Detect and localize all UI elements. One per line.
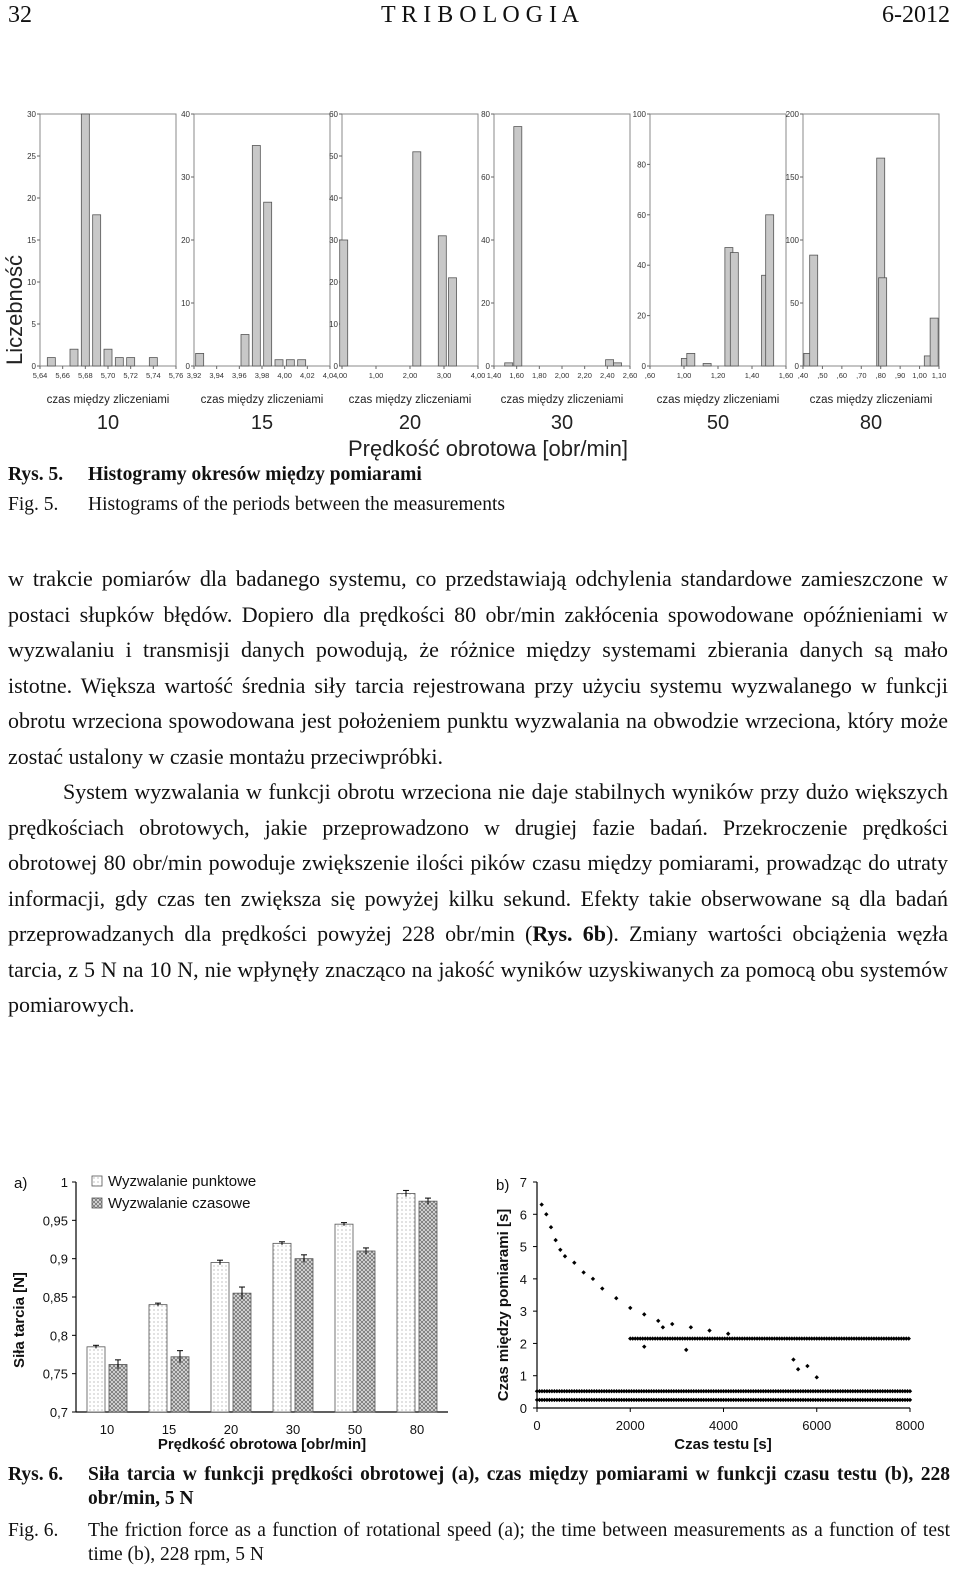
y-tick-label: 6 [519,1207,527,1223]
histogram-panel-30 [481,110,637,434]
journal-title: T R I B O L O G I A [381,2,579,28]
y-tick-label: 15 [27,236,36,245]
x-tick-label: 1,40 [744,371,760,380]
scatter-point [628,1306,632,1310]
scatter-point [563,1254,567,1258]
x-tick-label: 3,92 [186,371,202,380]
x-tick-label: 4,04 [322,371,338,380]
histogram-sub-x-label: czas między zliczeniami [809,394,933,406]
histogram-speed-label: 15 [250,412,274,434]
scatter-point [549,1225,553,1229]
scatter-point [581,1270,585,1274]
scatter-point [661,1325,665,1329]
y-tick-label: 60 [481,173,490,182]
figure-6b-reference: Rys. 6b [532,921,606,946]
fig6b-y-label: Czas między pomiarami [s] [495,1208,512,1402]
x-tick-label: 4,02 [300,371,315,380]
x-tick-label: ,40 [797,371,809,380]
scatter-point [656,1319,660,1323]
x-tick-label: ,50 [817,371,828,380]
x-tick-label: 1,60 [778,371,794,380]
histogram-speed-label: 10 [96,412,120,434]
fig5-caption-en: Histograms of the periods between the measurements [88,494,505,515]
body-text [8,561,948,1023]
x-tick-label: 3,96 [232,371,247,380]
scatter-point [689,1325,693,1329]
x-tick-label: 5,76 [168,371,184,380]
histogram-speed-label: 80 [859,412,883,434]
fig6b-x-label: Czas testu [s] [674,1436,772,1453]
x-tick-label: 1,20 [710,371,726,380]
x-tick-label: 5,64 [32,371,48,380]
histogram-bar [930,318,938,366]
histogram-bar [275,360,283,366]
y-tick-label: 0 [485,362,490,371]
histogram-bar [505,363,513,366]
histogram-panel-80 [786,110,947,434]
histogram-plot-area [342,114,478,366]
fig5-caption-pl: Histogramy okresów między pomiarami [88,464,422,485]
scatter-point [908,1398,912,1402]
y-tick-label: 5 [519,1239,527,1255]
y-tick-label: 40 [481,236,490,245]
y-tick-label: 4 [519,1271,527,1287]
scatter-point [642,1312,646,1316]
y-tick-label: 20 [481,299,490,308]
x-tick-label: 1,00 [912,371,927,380]
y-tick-label: 30 [181,173,190,182]
y-tick-label: 0,7 [49,1405,68,1420]
fig6a-x-label: Prędkość obrotowa [obr/min] [157,1436,367,1453]
histogram-panel-15 [181,110,337,434]
histogram-bar [115,358,123,366]
scatter-point [908,1389,912,1393]
fig6a-bar [357,1251,375,1412]
histogram-panel-50 [633,110,794,434]
y-tick-label: 1 [519,1368,527,1384]
histogram-bar [70,349,78,366]
fig6a-panel-label: a) [14,1175,28,1192]
scatter-point [591,1277,595,1281]
histogram-sub-x-label: czas między zliczeniami [656,394,780,406]
fig6a-bar [87,1347,105,1412]
histogram-y-label: Liczebność [2,254,27,366]
y-tick-label: 40 [329,194,338,203]
paragraph-1: w trakcie pomiarów dla badanego systemu, co przedstawiają odchylenia standardowe zamieszczone w postaci słupków błędów. Dopiero dla prędkości 80 obr/min zakłócenia spowodowane opóźnieniami w wyzwalaniu i transmisji danych powodują, że różnice między systemami zbierania danych są mało istotne. Większa wartość średnia siły tarcia rejestrowana przy użyciu systemu wyzwalanego w funkcji obrotu wrzeciona spowodowana jest położeniem punktu wyzwalania na obwodzie wrzeciona, który może zostać ustalony w czasie montażu przeciwpróbki. [8,566,948,769]
x-tick-label: 1,00 [676,371,692,380]
y-tick-label: 0,9 [49,1251,68,1267]
x-tick-label: 1,40 [486,371,502,380]
histogram-sub-x-label: czas między zliczeniami [348,394,472,406]
figure-6b-scatter-chart [480,1160,955,1455]
legend-entry: Wyzwalanie czasowe [108,1195,251,1212]
y-tick-label: 5 [31,320,36,329]
x-tick-label: 30 [285,1422,301,1437]
y-tick-label: 80 [481,110,490,119]
x-tick-label: 1,60 [509,371,524,380]
x-tick-label: 5,72 [123,371,138,380]
y-tick-label: 0,85 [42,1290,68,1305]
histogram-bar [47,358,55,366]
x-tick-label: 3,00 [436,371,452,380]
y-tick-label: 60 [637,210,646,220]
x-tick-label: 4000 [709,1418,738,1433]
x-tick-label: 80 [409,1422,425,1437]
histogram-sub-x-label: czas między zliczeniami [46,394,170,406]
fig6a-y-label: Siła tarcia [N] [11,1272,28,1368]
x-tick-label: 50 [347,1422,363,1437]
fig6a-bar [397,1194,415,1413]
histogram-bar [286,360,294,366]
x-tick-label: 4,00 [470,371,486,380]
scatter-point [805,1364,809,1368]
scatter-point [614,1296,618,1300]
histogram-bar [127,358,135,366]
scatter-point [670,1322,674,1326]
histogram-bar [687,353,695,366]
histogram-plot-area [194,114,330,366]
histogram-bar [766,215,774,366]
histogram-bar [81,114,89,366]
fig6a-bar [233,1293,251,1412]
x-tick-label: 5,68 [78,371,93,380]
scatter-point [539,1202,543,1206]
fig6b-points [535,1202,912,1402]
fig5-caption-pl-label: Rys. 5. [8,464,64,485]
y-tick-label: 0 [31,362,36,371]
y-tick-label: 50 [329,152,338,161]
y-tick-label: 0,75 [42,1366,68,1382]
y-tick-label: 0 [519,1401,527,1416]
y-tick-label: 30 [27,110,36,119]
y-tick-label: 20 [181,236,190,245]
y-tick-label: 60 [329,110,338,119]
histogram-bar [730,253,738,366]
fig6a-bar [171,1357,189,1412]
x-tick-label: 10 [99,1422,115,1437]
x-tick-label: 8000 [895,1418,925,1433]
fig6b-panel-label: b) [496,1177,510,1194]
fig6-caption-en-label: Fig. 6. [8,1520,59,1541]
histogram-bar [879,278,887,366]
y-tick-label: 40 [181,110,190,119]
fig6a-bar [211,1263,229,1413]
x-tick-label: 5,70 [100,371,116,380]
x-tick-label: ,80 [875,371,886,380]
histogram-bar [438,236,446,366]
y-tick-label: 0 [333,362,338,371]
x-tick-label: 2000 [615,1418,645,1433]
y-tick-label: 0 [794,362,799,371]
y-tick-label: 0 [641,362,646,371]
y-tick-label: 150 [785,173,799,182]
histogram-sub-x-label: czas między zliczeniami [500,394,624,406]
y-tick-label: 30 [329,236,338,245]
y-tick-label: 20 [329,278,338,287]
y-tick-label: 1 [60,1175,68,1190]
x-tick-label: 0 [533,1418,541,1433]
fig5-caption-en-label: Fig. 5. [8,494,59,515]
y-tick-label: 10 [27,278,36,287]
x-tick-label: 1,00 [368,371,384,380]
histogram-speed-label: 20 [398,412,422,434]
paragraph-2: System wyzwalania w funkcji obrotu wrzeciona nie daje stabilnych wyników przy dużo większych prędkościach obrotowych, jakie przeprowadzono w drugiej fazie badań. Przekroczenie prędkości obrotowej 80 obr/min powoduje zwiększenie ilości pików czasu między pomiarami, prowadząc do utraty informacji, gdy czas ten zwiększa się powyżej kilku sekund. Efekty takie obserwowane są dla badań przeprowadzanych dla prędkości powyżej 228 obr/min (Rys. 6b). Zmiany wartości obciążenia węzła tarcia, z 5 N na 10 N, nie wpłynęły znacząco na jakość wyników uzyskiwanych za pomocą obu systemów pomiarowych. [8,779,948,1017]
scatter-point [796,1367,800,1371]
x-tick-label: 5,74 [146,371,161,380]
histogram-speed-label: 30 [550,412,574,434]
figure-6a-bar-chart [0,1160,480,1455]
y-tick-label: 20 [637,311,646,321]
x-tick-label: 1,10 [931,371,947,380]
histogram-bar [149,358,157,366]
legend-swatch [92,1198,102,1208]
y-tick-label: 25 [27,152,36,161]
x-tick-label: 4,00 [277,371,292,380]
y-tick-label: 7 [519,1175,527,1190]
fig6-caption-en: The friction force as a function of rotational speed (a); the time between measurements as a function of test time (b), 228 rpm, 5 N [88,1520,950,1565]
fig6-caption-pl-label: Rys. 6. [8,1464,64,1485]
x-tick-label: ,00 [336,371,348,380]
fig6a-bar [109,1364,127,1412]
y-tick-label: 0,95 [42,1213,68,1229]
histogram-bar [606,360,614,366]
histogram-bar [514,127,522,366]
scatter-point [791,1357,795,1361]
histogram-bar [340,240,348,366]
y-tick-label: 80 [637,160,646,170]
histogram-bar [703,363,711,366]
histogram-speed-label: 50 [706,412,730,434]
x-tick-label: 2,00 [402,371,418,380]
x-tick-label: 20 [223,1422,239,1437]
scatter-point [600,1286,604,1290]
histogram-x-axis-title: Prędkość obrotowa [obr/min] [347,436,629,461]
fig6-caption-pl: Siła tarcia w funkcji prędkości obrotowej (a), czas między pomiarami w funkcji czasu testu (b), 228 obr/min, 5 N [88,1464,950,1509]
histogram-bar [264,202,272,366]
x-tick-label: ,60 [644,371,656,380]
histogram-bar [413,152,421,366]
y-tick-label: 2 [519,1336,527,1352]
y-tick-label: 40 [637,261,646,271]
scatter-point [907,1336,911,1340]
x-tick-label: 2,60 [622,371,638,380]
scatter-point [726,1332,730,1336]
histogram-bar [449,278,457,366]
histogram-bar [196,353,204,366]
x-tick-label: 2,00 [554,371,570,380]
x-tick-label: 3,94 [209,371,224,380]
x-tick-label: 3,98 [254,371,270,380]
x-tick-label: ,60 [836,371,848,380]
fig6a-bar [149,1305,167,1412]
scatter-point [553,1238,557,1242]
y-tick-label: 3 [519,1304,527,1320]
y-tick-label: 50 [790,299,799,308]
fig6a-bar [273,1243,291,1412]
histogram-plot-area [40,114,176,366]
histogram-panel-10 [27,110,183,434]
page-number: 32 [8,2,32,28]
histogram-bar [93,215,101,366]
scatter-point [558,1248,562,1252]
y-tick-label: 10 [181,299,190,308]
x-tick-label: 15 [161,1422,177,1437]
y-tick-label: 0,8 [49,1328,68,1344]
fig6a-bar [295,1259,313,1412]
x-tick-label: 6000 [802,1418,832,1433]
y-tick-label: 0 [185,362,190,371]
histogram-plot-area [803,114,939,366]
histogram-bar [298,360,306,366]
y-tick-label: 10 [329,320,338,329]
histogram-bar [252,146,260,367]
scatter-point [684,1348,688,1352]
histogram-bar [614,363,622,366]
y-tick-label: 200 [785,110,799,119]
scatter-point [572,1261,576,1265]
histogram-panel-20 [329,110,485,434]
figure-5-histograms [0,100,960,465]
histogram-bar [104,349,112,366]
y-tick-label: 100 [632,110,646,119]
y-tick-label: 100 [785,236,799,245]
x-tick-label: 1,80 [532,371,547,380]
histogram-sub-x-label: czas między zliczeniami [200,394,324,406]
legend-entry: Wyzwalanie punktowe [108,1173,257,1190]
scatter-point [544,1212,548,1216]
fig6a-bar [419,1201,437,1412]
fig6a-bar [335,1224,353,1412]
scatter-point [707,1328,711,1332]
issue-number: 6-2012 [882,2,950,28]
scatter-point [815,1375,819,1379]
x-tick-label: ,90 [894,371,906,380]
x-tick-label: ,70 [856,371,867,380]
histogram-bar [241,335,249,367]
x-tick-label: 5,66 [55,371,70,380]
histogram-bar [810,255,818,366]
x-tick-label: 2,40 [600,371,615,380]
y-tick-label: 20 [27,194,36,203]
legend-swatch [92,1176,102,1186]
scatter-point [642,1344,646,1348]
x-tick-label: 2,20 [577,371,592,380]
